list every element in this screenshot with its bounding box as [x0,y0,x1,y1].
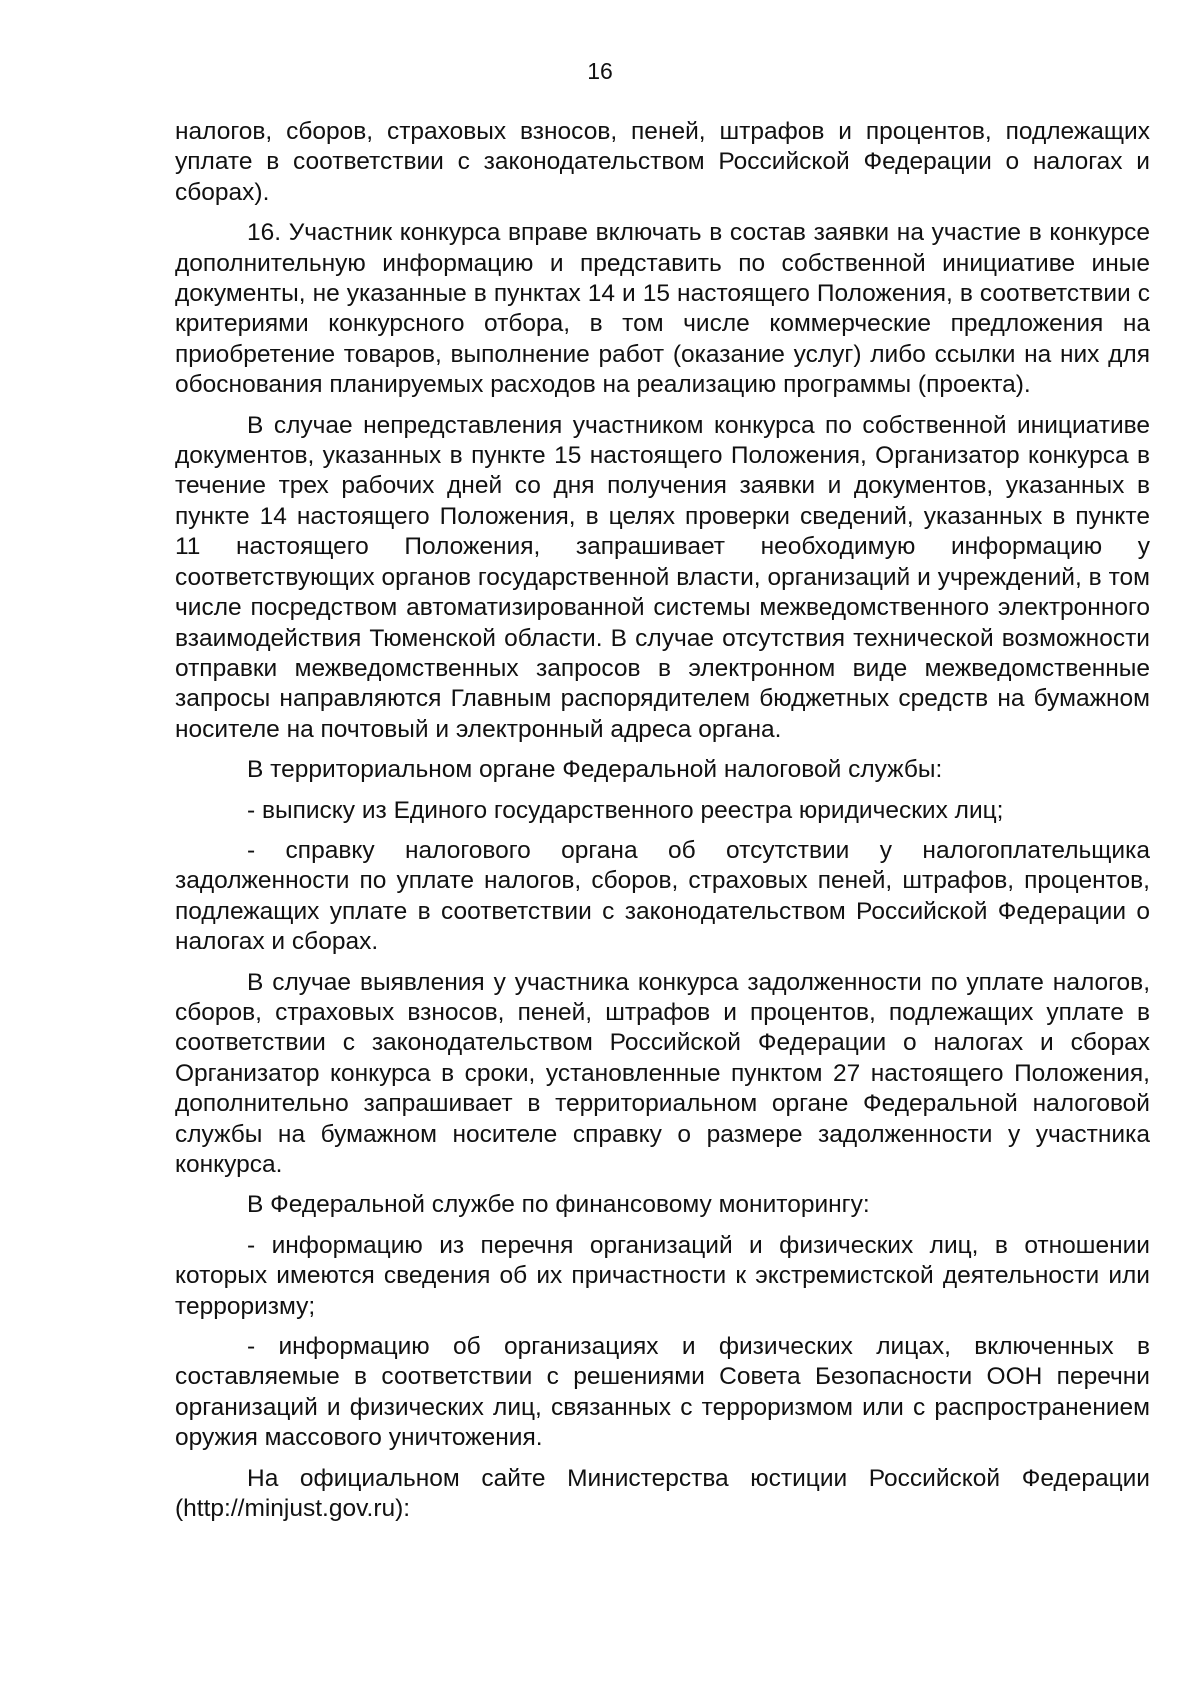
paragraph-financial-monitoring-heading: В Федеральной службе по финансовому мониторингу: [247,1191,870,1219]
paragraph-minjust-website: На официальном сайте Министерства юстиции Российской Федерации (http://minjust.gov.ru): [175,1464,1150,1523]
paragraph-extremism-list: - информацию из перечня организаций и физических лиц, в отношении которых имеются сведения об их причастности к экстремистской деятельности или терроризму; [175,1231,1150,1320]
paragraph-debt-detected: В случае выявления у участника конкурса задолженности по уплате налогов, сборов, страховых взносов, пеней, штрафов и процентов, подлежащих уплате в соответствии с законодательством Российской Федерации о налогах и сборах Организатор конкурса в сроки, установленные пунктом 27 настоящего Положения, дополнительно запрашивает в территориальном органе Федеральной налоговой службы на бумажном носителе справку о размере задолженности у участника конкурса. [175,968,1150,1178]
paragraph-item-16: 16. Участник конкурса вправе включать в состав заявки на участие в конкурсе дополнительную информацию и представить по собственной инициативе иные документы, не указанные в пунктах 14 и 15 настоящего Положения, в соответствии с критериями конкурсного отбора, в том числе коммерческие предложения на приобретение товаров, выполнение работ (оказание услуг) либо ссылки на них для обоснования планируемых расходов на реализацию программы (проекта). [175,219,1150,399]
page-number: 16 [587,58,613,84]
paragraph-un-security-council-list: - информацию об организациях и физических лицах, включенных в составляемые в соответствии с решениями Совета Безопасности ООН перечни организаций и физических лиц, связанных с терроризмом или с распространением оружия массового уничтожения. [175,1333,1150,1452]
document-body [175,117,1150,1534]
paragraph-tax-certificate: - справку налогового органа об отсутствии у налогоплательщика задолженности по уплате налогов, сборов, страховых пеней, штрафов, процентов, подлежащих уплате в соответствии с законодательством Российской Федерации о налогах и сборах. [175,836,1150,956]
paragraph-interagency-request: В случае непредставления участником конкурса по собственной инициативе документов, указанных в пункте 15 настоящего Положения, Организатор конкурса в течение трех рабочих дней со дня получения заявки и документов, указанных в пункте 14 настоящего Положения, в целях проверки сведений, указанных в пункте 11 настоящего Положения, запрашивает необходимую информацию у соответствующих органов государственной власти, организаций и учреждений, в том числе посредством автоматизированной системы межведомственного электронного взаимодействия Тюменской области. В случае отсутствия технической возможности отправки межведомственных запросов в электронном виде межведомственные запросы направляются Главным распорядителем бюджетных средств на бумажном носителе на почтовый и электронный адреса органа. [175,411,1150,743]
paragraph-continuation: налогов, сборов, страховых взносов, пеней, штрафов и процентов, подлежащих уплате в соответствии с законодательством Российской Федерации о налогах и сборах). [175,118,1150,206]
paragraph-tax-service-heading: В территориальном органе Федеральной налоговой службы: [247,756,943,784]
paragraph-registry-extract: - выписку из Единого государственного реестра юридических лиц; [247,796,1004,824]
